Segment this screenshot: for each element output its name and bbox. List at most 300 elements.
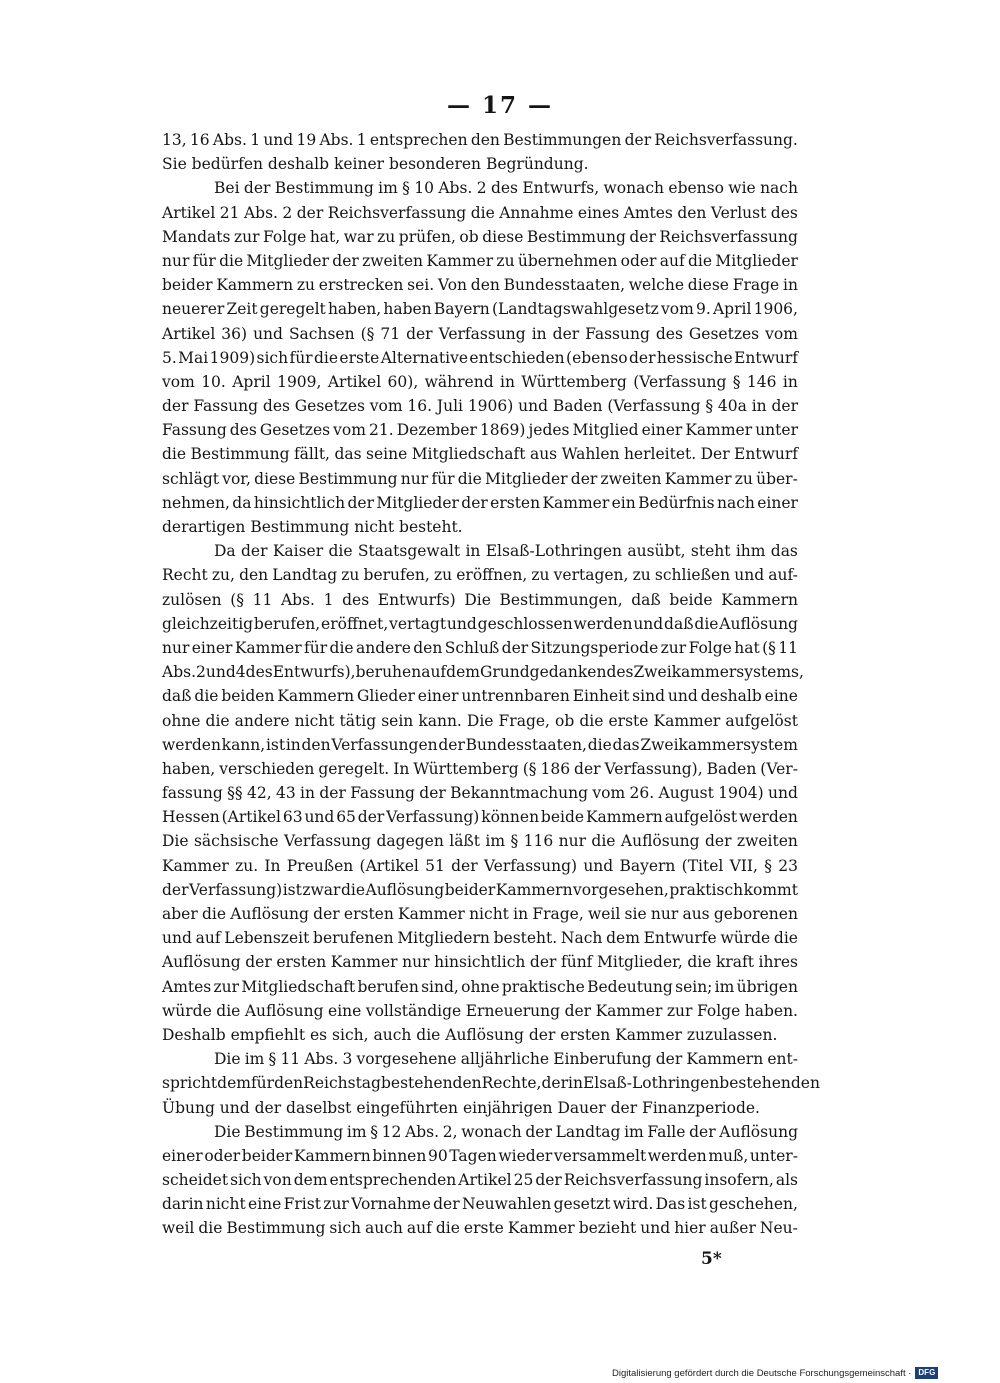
word: seine (366, 445, 408, 464)
word: der (501, 638, 529, 657)
word: sie (624, 905, 647, 923)
text-line (162, 1047, 798, 1071)
word: einer (417, 687, 459, 706)
word: § (510, 832, 519, 851)
word: Artikel (327, 372, 382, 391)
word: Kammer (595, 1001, 663, 1020)
word: einer (757, 493, 798, 512)
word: Rechte, (481, 1074, 542, 1093)
word: 13, (162, 131, 187, 149)
word: wieder (498, 1146, 553, 1165)
word: die (205, 711, 230, 730)
word: berufenen (313, 929, 394, 948)
word: sei. (407, 276, 435, 295)
text-line (162, 539, 798, 563)
word: wie (728, 179, 756, 198)
text-line (162, 757, 798, 781)
word: August (658, 784, 714, 803)
word: Bundesstaaten, (465, 735, 587, 754)
word: auf (659, 251, 685, 270)
word: 4 (235, 663, 246, 682)
word: die (329, 638, 354, 657)
word: ohne (162, 711, 201, 730)
word: kann. (418, 711, 462, 730)
word: nur (162, 251, 190, 270)
word: 90 (427, 1146, 448, 1165)
word: nach (760, 179, 798, 198)
word: beruhen (355, 663, 422, 682)
word: der (535, 1171, 562, 1190)
word: Einberufung (553, 1050, 652, 1069)
word: aus (529, 445, 558, 464)
word: der (438, 735, 465, 754)
word: eröffnet, (321, 614, 389, 633)
word: zur (666, 1001, 693, 1020)
word: darin (162, 1195, 204, 1214)
word: nur (558, 832, 587, 851)
word: Folge (696, 1001, 741, 1020)
text-line (162, 829, 798, 853)
word: (ebenso (566, 348, 628, 367)
word: 11 (778, 638, 798, 657)
word: Abs. (405, 1122, 440, 1141)
word: haben (383, 300, 432, 319)
word: auf (406, 1219, 432, 1238)
body-text (162, 128, 820, 1241)
word: 1 (323, 590, 334, 609)
word: werden (647, 1146, 707, 1165)
word: eine (328, 1001, 362, 1020)
text-line (162, 297, 798, 321)
word: des (770, 203, 798, 222)
word: 10 (414, 179, 434, 198)
word: 63 (282, 808, 303, 827)
word: im (378, 179, 398, 198)
word: Artikel (162, 324, 216, 343)
text-line (162, 781, 798, 805)
word: § (705, 397, 714, 416)
word: Mitglied (572, 421, 639, 440)
text-line (162, 563, 798, 587)
word: die (687, 953, 712, 972)
word: Amtes (162, 977, 212, 996)
word: zweiten (736, 832, 798, 851)
word: Entwurfs) (377, 590, 456, 609)
word: Zeit (226, 300, 258, 319)
word: scheidet (162, 1171, 229, 1190)
word: können (481, 808, 540, 827)
word: 43 (275, 784, 296, 803)
word: von (263, 1171, 292, 1190)
word: ebenso (668, 179, 724, 198)
word: werden (738, 808, 798, 827)
word: Abs. (243, 203, 278, 222)
word: Falle (647, 1122, 686, 1141)
word: haben. (744, 1001, 798, 1020)
word: würde (720, 929, 771, 948)
word: für (192, 251, 216, 270)
word: im (624, 1122, 644, 1141)
word: wonach (461, 1122, 522, 1141)
word: gesetzt (553, 1195, 611, 1214)
word: geschlossen (477, 614, 573, 633)
text-line (162, 322, 798, 346)
word: ausübt, (627, 542, 686, 561)
word: Gesetzes (294, 397, 365, 416)
word: Kammern (686, 1050, 764, 1069)
word: insofern, (704, 1171, 774, 1190)
word: (Artikel (221, 808, 281, 827)
word: Folge (688, 638, 732, 657)
text-line (162, 999, 798, 1023)
word: 1909, (277, 372, 322, 391)
word: eine (248, 1195, 282, 1214)
word: Baden (552, 397, 603, 416)
word: 11 (252, 590, 273, 609)
word: andere (355, 638, 411, 657)
text-line (162, 1168, 798, 1192)
word: Verlust (710, 203, 767, 222)
word: Entwurfe (643, 929, 717, 948)
word: einer (641, 421, 683, 440)
word: versammelt (553, 1146, 647, 1165)
word: den (239, 566, 269, 585)
text-line (162, 418, 798, 442)
word: werden (573, 614, 633, 633)
word: Abs. (438, 179, 473, 198)
word: nicht (294, 711, 335, 730)
word: eines (577, 203, 620, 222)
word: als (775, 1171, 798, 1190)
word: 12 (381, 1122, 402, 1141)
word: schließen (654, 566, 731, 585)
word: Verfassung (283, 832, 372, 851)
word: nicht (469, 905, 509, 923)
word: Sachsen (288, 324, 355, 343)
word: vorgesehene (356, 1050, 457, 1069)
word: Die (466, 711, 494, 730)
word: aufgelöst (725, 711, 798, 730)
text-line (162, 225, 798, 249)
word: der (570, 469, 598, 488)
word: der (162, 880, 189, 899)
word: Reichsverfassung. (654, 131, 798, 149)
word: aus (682, 905, 710, 923)
word: zu (433, 566, 453, 585)
word: (§ (762, 638, 776, 657)
word: im (346, 1122, 367, 1141)
word: des (606, 663, 634, 682)
word: oder (204, 1146, 241, 1165)
word: In (393, 759, 410, 778)
word: nur (402, 953, 430, 972)
word: 21. (369, 421, 394, 440)
word: praktisch (669, 880, 744, 899)
word: Recht (162, 566, 208, 585)
word: Frage (732, 276, 780, 295)
word: sich (329, 1219, 361, 1238)
word: Fassung (162, 421, 227, 440)
word: war (343, 227, 374, 246)
word: eine (764, 687, 798, 706)
word: beider (162, 276, 213, 295)
word: 9. (696, 300, 711, 319)
text-line (162, 394, 798, 418)
word: binnen (372, 1146, 427, 1165)
word: die (198, 1219, 223, 1238)
word: zweiten (362, 251, 424, 270)
word: Landtag (272, 566, 338, 585)
word: Abs. (162, 663, 196, 682)
word: Die (162, 832, 189, 851)
word: Kammern (495, 880, 573, 899)
word: während (424, 372, 494, 391)
word: der (433, 1195, 460, 1214)
word: Nach (560, 929, 603, 948)
word: 2 (282, 203, 293, 222)
word: Bei (214, 179, 240, 198)
word: Neuwahlen (461, 1195, 552, 1214)
word: daß (664, 614, 694, 633)
text-line (162, 128, 798, 152)
text-line (162, 1192, 798, 1216)
word: 11 (280, 1050, 301, 1069)
word: diese (482, 227, 524, 246)
word: 10. (201, 372, 226, 391)
text-line (162, 902, 798, 926)
word: Das (655, 1195, 686, 1214)
word: sein (381, 711, 414, 730)
word: nur (162, 638, 190, 657)
word: und (446, 614, 477, 633)
word: entsprechen (369, 131, 468, 149)
word: in (300, 784, 315, 803)
word: die (587, 735, 612, 754)
word: ersten (343, 905, 394, 923)
word: zweiten (600, 469, 662, 488)
word: Bestimmungen, (499, 590, 623, 609)
digitization-credit (612, 1367, 972, 1379)
word: und (583, 856, 614, 875)
word: der (296, 203, 324, 222)
word: außer (709, 1219, 756, 1238)
word: in (783, 276, 798, 295)
text-line (162, 612, 798, 636)
word: beiden (221, 687, 275, 706)
footer-text: Digitalisierung gefördert durch die Deutsche Forschungsgemeinschaft · (612, 1367, 912, 1379)
word: zur (213, 977, 240, 996)
word: bestehenden (380, 1074, 482, 1093)
word: Kammern (277, 687, 355, 706)
text-line (162, 442, 798, 466)
word: das (770, 542, 798, 561)
text-line (162, 588, 798, 612)
word: den (677, 203, 707, 222)
word: auf- (768, 566, 798, 585)
word: vom (333, 421, 366, 440)
word: prüfen, (398, 227, 456, 246)
text-line: Deshalb empfiehlt es sich, auch die Auflösung der ersten Kammer zuzulassen. (162, 1025, 778, 1044)
word: dagegen (376, 832, 444, 851)
word: weil (587, 905, 621, 923)
word: beider (444, 880, 496, 899)
word: daß (631, 590, 661, 609)
word: (Landtagswahlgesetz (491, 300, 659, 319)
text-line (162, 467, 798, 491)
word: Zweikammersystem (640, 735, 798, 754)
word: 146 (746, 372, 777, 391)
word: Entwurfs), (272, 663, 356, 682)
word: zwar (302, 880, 341, 899)
word: § (402, 179, 410, 198)
word: die (313, 348, 339, 367)
word: auf (421, 663, 447, 682)
text-line: derartigen Bestimmung nicht besteht. (162, 518, 463, 536)
word: ihm (735, 542, 766, 561)
word: den (274, 1074, 304, 1093)
word: Württemberg (413, 759, 519, 778)
word: verschieden (219, 759, 315, 778)
word: Verfassungen (331, 735, 438, 754)
word: wird. (612, 1195, 654, 1214)
word: 186 (540, 759, 571, 778)
word: jedes (528, 421, 570, 440)
word: der (313, 905, 340, 923)
word: hat (734, 638, 760, 657)
word: läßt (449, 832, 481, 851)
word: der (357, 808, 385, 827)
word: hier (674, 1219, 706, 1238)
word: aber (162, 905, 198, 923)
word: der (406, 324, 433, 343)
word: ent- (767, 1050, 798, 1069)
word: der (451, 856, 478, 875)
word: praktische (501, 977, 585, 996)
word: 1 (356, 131, 367, 149)
word: werden (162, 735, 221, 754)
word: hat, (309, 227, 341, 246)
word: schlägt (162, 469, 219, 488)
word: auf (195, 929, 221, 948)
word: April (712, 300, 752, 319)
word: 1909) (209, 348, 256, 367)
word: Kaiser (272, 542, 324, 561)
word: 65 (336, 808, 356, 827)
word: der (347, 493, 374, 512)
word: und (304, 808, 335, 827)
text-line (162, 201, 798, 225)
word: Auflösung (230, 905, 309, 923)
word: zur (660, 638, 687, 657)
word: eröffnen, (456, 566, 528, 585)
word: dem (606, 929, 640, 948)
word: Kammern (585, 808, 663, 827)
word: Bedeutung (587, 977, 673, 996)
word: vom (369, 397, 403, 416)
word: Hessen (162, 808, 220, 827)
word: vertagt (389, 614, 447, 633)
word: des (229, 421, 257, 440)
word: Bedürfnis (638, 493, 715, 512)
word: §§ (227, 784, 243, 803)
word: in (782, 372, 798, 391)
word: (Verfassung (607, 397, 701, 416)
word: Kammer (330, 953, 398, 972)
word: (Verfassung (633, 372, 727, 391)
word: Entwurf (734, 348, 798, 367)
word: Artikel (458, 1171, 512, 1190)
word: erstrecken (318, 276, 404, 295)
word: zur (233, 227, 260, 246)
word: entsprechenden (329, 1171, 457, 1190)
word: 5. (162, 348, 177, 367)
word: und (667, 687, 698, 706)
text-line (162, 1216, 798, 1240)
word: 1 (250, 131, 261, 149)
word: berufen, (363, 566, 430, 585)
word: zulösen (162, 590, 222, 609)
word: zur (323, 1195, 349, 1214)
word: im (714, 977, 735, 996)
word: Folge (263, 227, 307, 246)
word: Reichsverfassung (563, 1171, 703, 1190)
word: Auflösung (365, 880, 445, 899)
word: und (734, 566, 765, 585)
word: und (633, 614, 664, 633)
word: § (268, 1050, 277, 1069)
word: Mitglieder (246, 251, 329, 270)
word: ist (687, 1195, 707, 1214)
word: Annahme (499, 203, 574, 222)
word: unter (755, 421, 798, 440)
word: 51 (425, 856, 445, 875)
word: den (301, 735, 331, 754)
word: spricht (162, 1074, 218, 1093)
word: Reichstag (303, 1074, 381, 1093)
word: 1906) (467, 397, 514, 416)
word: zu (496, 251, 515, 270)
word: der (332, 251, 359, 270)
word: 1869) (479, 421, 526, 440)
word: beider (241, 1146, 293, 1165)
word: die (470, 203, 495, 222)
word: Kammer (542, 493, 610, 512)
word: 40a (717, 397, 747, 416)
word: Erneuerung (465, 1001, 561, 1020)
word: muß, (708, 1146, 749, 1165)
word: der (162, 397, 189, 416)
word: sind (632, 687, 665, 706)
word: Mitglieder, (596, 953, 683, 972)
word: übernehmen (517, 251, 618, 270)
word: des (245, 663, 273, 682)
word: fünf (560, 953, 593, 972)
word: dem (293, 1171, 328, 1190)
word: würde (162, 1001, 212, 1020)
word: Reichsverfassung (327, 203, 467, 222)
dfg-logo: DFG (915, 1367, 938, 1379)
word: vom (661, 300, 694, 319)
word: Fassung (350, 784, 415, 803)
word: für (250, 1074, 275, 1093)
word: Kammer (426, 251, 494, 270)
word: Gesetzes (688, 324, 760, 343)
text-line (162, 176, 798, 200)
word: Kammer (162, 856, 229, 875)
word: übrigen (736, 977, 798, 996)
word: die (579, 711, 604, 730)
word: die (219, 251, 244, 270)
